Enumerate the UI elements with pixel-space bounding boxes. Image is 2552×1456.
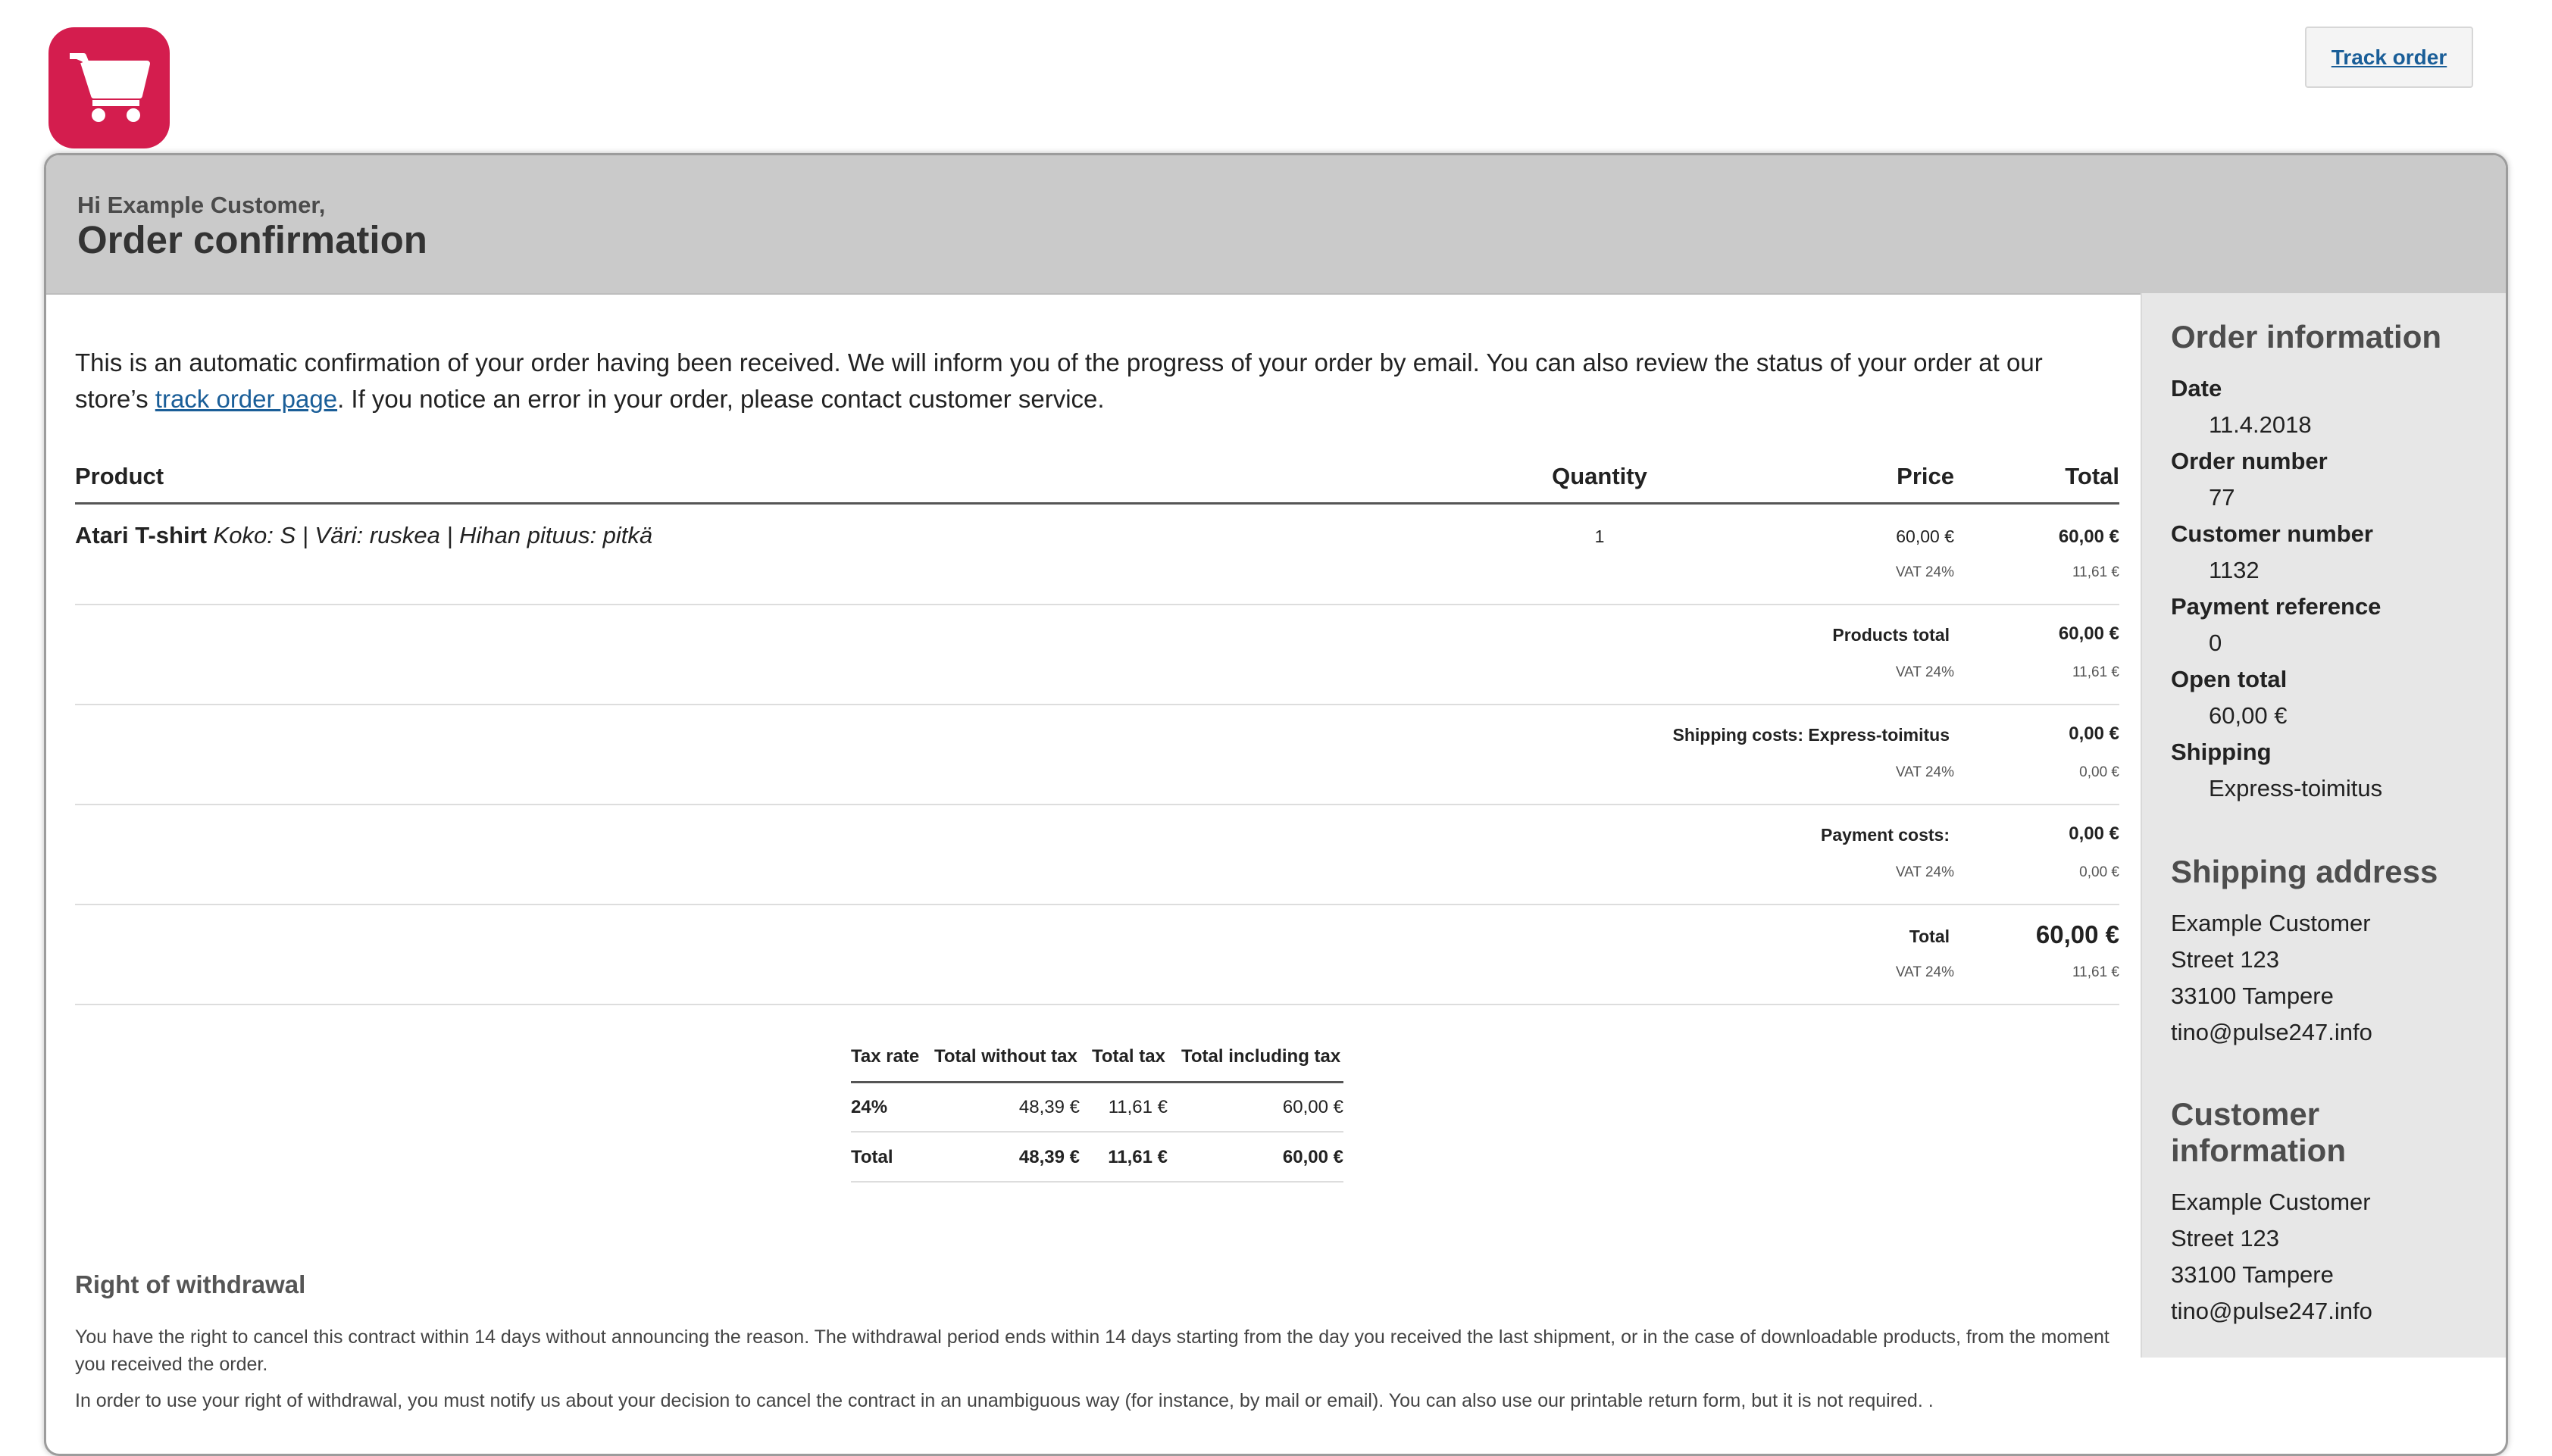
shipping-address-line: Street 123 (2171, 946, 2280, 973)
tax-row-divider (851, 1131, 1343, 1133)
shipping-address-email: tino@pulse247.info (2171, 1019, 2372, 1045)
summary-vat-amount: 11,61 € (2072, 964, 2119, 980)
customer-info-line: Example Customer (2171, 1189, 2371, 1215)
customer-info-title-2: information (2171, 1133, 2346, 1168)
info-label-customer-number: Customer number (2171, 520, 2373, 547)
table-row (75, 522, 652, 549)
item-vat-amount: 11,61 € (2072, 564, 2119, 580)
intro-text-before: This is an automatic confirmation of your order having been received. We will inform you of the progress of your order by email. You can also review the status of your order at our store’s (75, 348, 2043, 413)
info-value-order-number: 77 (2209, 484, 2235, 511)
row-divider (75, 704, 2119, 705)
summary-vat-label: VAT 24% (1895, 864, 1954, 880)
customer-info-email: tino@pulse247.info (2171, 1298, 2372, 1324)
header-product: Product (75, 463, 164, 489)
shipping-address-title: Shipping address (2171, 854, 2438, 889)
row-divider (75, 804, 2119, 805)
row-divider (75, 904, 2119, 905)
table-header-divider (75, 502, 2119, 505)
page-title: Order confirmation (77, 218, 427, 261)
intro-text (75, 345, 2121, 417)
tax-header-tax: Total tax (1092, 1046, 1165, 1067)
info-label-shipping: Shipping (2171, 739, 2272, 765)
tax-row-divider (851, 1181, 1343, 1183)
summary-vat-amount: 11,61 € (2072, 664, 2119, 680)
tax-cell: 11,61 € (1108, 1147, 1168, 1167)
store-logo[interactable] (48, 27, 170, 148)
customer-info-line: 33100 Tampere (2171, 1261, 2334, 1288)
summary-label: Products total (1832, 625, 1950, 645)
withdrawal-paragraph: In order to use your right of withdrawal, you must notify us about your decision to cancel the contract in an unambiguous way (for instance, by mail or email). You can also use our printable return form, but it is not required. . (75, 1390, 1934, 1411)
grand-total-value: 60,00 € (2035, 920, 2119, 948)
tax-cell: 60,00 € (1282, 1097, 1343, 1117)
tax-header-including: Total including tax (1181, 1046, 1341, 1067)
withdrawal-heading: Right of withdrawal (75, 1270, 306, 1298)
withdrawal-paragraph: You have the right to cancel this contract within 14 days without announcing the reason. The withdrawal period ends within 14 days starting from the day you received the last shipment, or in the case of downloadable products, from the moment you received the order. (75, 1326, 2109, 1375)
tax-cell: Total (851, 1147, 893, 1167)
info-value-date: 11.4.2018 (2209, 411, 2312, 438)
header-price: Price (1897, 463, 1954, 489)
order-info-title: Order information (2171, 319, 2442, 355)
item-total: 60,00 € (2058, 526, 2119, 547)
item-vat-label: VAT 24% (1895, 564, 1954, 580)
shopping-cart-icon (67, 50, 152, 126)
customer-info-title-1: Customer (2171, 1096, 2320, 1132)
shipping-address-line: Example Customer (2171, 910, 2371, 936)
summary-label: Shipping costs: Express-toimitus (1672, 725, 1950, 745)
tax-header-without: Total without tax (934, 1046, 1077, 1067)
order-confirmation-card (44, 153, 2508, 1456)
info-label-order-number: Order number (2171, 448, 2328, 474)
info-value-payment-reference: 0 (2209, 630, 2222, 656)
summary-label: Payment costs: (1820, 825, 1950, 845)
shipping-address-line: 33100 Tampere (2171, 983, 2334, 1009)
order-info-sidebar (2141, 293, 2508, 1358)
info-value-shipping: Express-toimitus (2209, 775, 2383, 801)
customer-info-title (2171, 1096, 2346, 1169)
track-order-button[interactable]: Track order (2305, 27, 2473, 88)
item-quantity: 1 (1594, 526, 1605, 546)
summary-vat-label: VAT 24% (1895, 964, 1954, 980)
tax-cell: 48,39 € (1018, 1097, 1080, 1117)
item-price: 60,00 € (1896, 526, 1954, 546)
track-order-page-link[interactable]: track order page (155, 385, 338, 413)
tax-cell: 11,61 € (1108, 1097, 1168, 1117)
header-quantity: Quantity (1552, 463, 1647, 489)
summary-vat-amount: 0,00 € (2079, 864, 2119, 880)
info-label-date: Date (2171, 375, 2222, 401)
tax-cell: 24% (851, 1097, 888, 1117)
summary-value: 0,00 € (2069, 723, 2119, 744)
summary-value: 0,00 € (2069, 823, 2119, 844)
greeting: Hi Example Customer, (77, 192, 326, 218)
card-header (46, 155, 2506, 295)
tax-cell: 60,00 € (1282, 1147, 1343, 1167)
summary-vat-label: VAT 24% (1895, 764, 1954, 780)
product-variant: Koko: S | Väri: ruskea | Hihan pituus: pitkä (213, 522, 653, 548)
row-divider (75, 1004, 2119, 1005)
info-value-customer-number: 1132 (2209, 557, 2260, 583)
row-divider (75, 604, 2119, 605)
tax-header-rate: Tax rate (851, 1046, 920, 1067)
info-value-open-total: 60,00 € (2209, 702, 2288, 729)
product-name: Atari T-shirt (75, 522, 207, 548)
summary-vat-label: VAT 24% (1895, 664, 1954, 680)
info-label-payment-reference: Payment reference (2171, 593, 2382, 620)
intro-text-after: . If you notice an error in your order, please contact customer service. (337, 385, 1105, 413)
info-label-open-total: Open total (2171, 666, 2288, 692)
header-total: Total (2065, 463, 2119, 489)
grand-total-label: Total (1909, 926, 1950, 946)
tax-header-divider (851, 1081, 1343, 1083)
customer-info-line: Street 123 (2171, 1225, 2280, 1251)
tax-cell: 48,39 € (1018, 1147, 1080, 1167)
summary-value: 60,00 € (2058, 623, 2119, 644)
summary-vat-amount: 0,00 € (2079, 764, 2119, 780)
